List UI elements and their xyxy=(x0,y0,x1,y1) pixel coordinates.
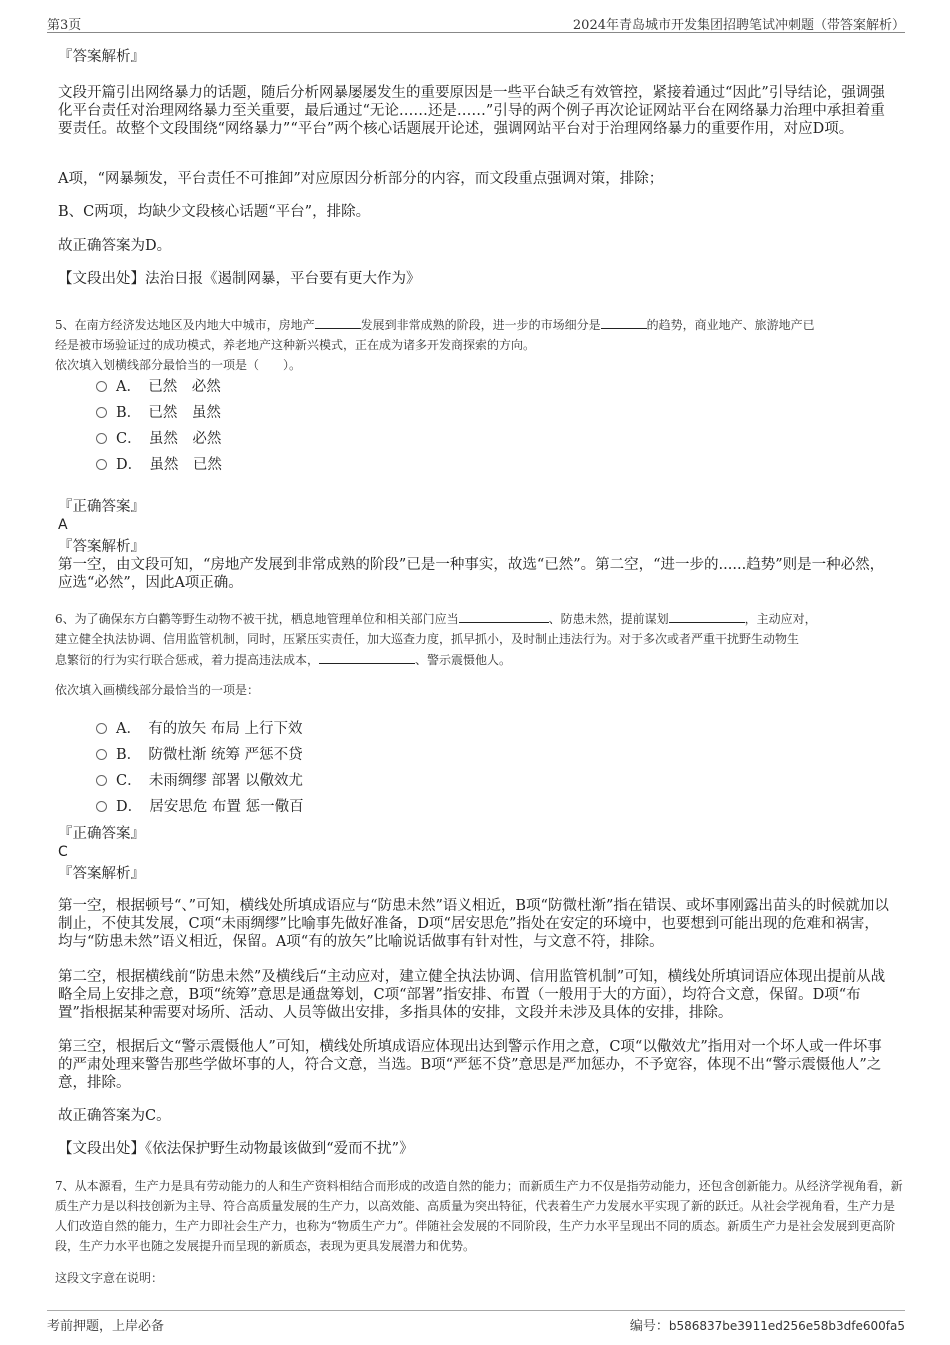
blank-line xyxy=(315,314,361,329)
document-title: 2024年青岛城市开发集团招聘笔试冲刺题（带答案解析） xyxy=(572,18,905,33)
q6-analysis-paragraph-3: 第三空，根据后文“警示震慑他人”可知，横线处所填成语应体现出达到警示作用之意，C项“以儆效尤”指用对一个坏人或一件坏事的严肃处理来警告那些学做坏事的人，符合文意，当选。B项“严惩不贷”意思是严加惩办，不予宽容，体现不出“警示震慑他人”之意，排除。 xyxy=(58,1039,882,1091)
q5-prompt: 依次填入划横线部分最恰当的一项是（ ）。 xyxy=(55,358,302,372)
q6-analysis-paragraph-4: 故正确答案为C。 xyxy=(58,1108,171,1124)
q5-stem xyxy=(55,314,905,375)
q5-option-c[interactable]: C． 虽然 必然 xyxy=(96,430,221,448)
blank-line xyxy=(459,608,549,623)
q4-analysis-paragraph-3: B、C两项，均缺少文段核心话题“平台”，排除。 xyxy=(58,204,371,220)
footer-slogan: 考前押题，上岸必备 xyxy=(47,1319,165,1334)
q5-answer: A xyxy=(58,517,68,533)
q6-answer-heading: 『正确答案』 xyxy=(58,826,145,842)
radio-icon[interactable] xyxy=(96,407,107,418)
q5-option-b[interactable]: B． 已然 虽然 xyxy=(96,404,221,422)
radio-icon[interactable] xyxy=(96,723,107,734)
q4-source: 【文段出处】法治日报《遏制网暴，平台要有更大作为》 xyxy=(58,271,421,287)
q7-stem: 7、从本源看，生产力是具有劳动能力的人和生产资料相结合而形成的改造自然的能力；而新质生产力不仅是指劳动能力，还包含创新能力。从经济学视角看，新质生产力是以科技创新为主导、符合高质量发展的生产力，以高效能、高质量为突出特征，代表着生产力发展水平实现了新的跃迁。从社会学视角看，生产力是人们改造自然的能力，生产力即社会生产力，也称为“物质生产力”。伴随社会发展的不同阶段，生产力水平呈现出不同的质态。新质生产力是社会发展到更高阶段，生产力水平也随之发展提升而呈现的新质态，表现为更具发展潜力和优势。 xyxy=(55,1179,903,1253)
blank-line xyxy=(601,314,647,329)
q4-analysis-paragraph-2: A项，“网暴频发，平台责任不可推卸”对应原因分析部分的内容，而文段重点强调对策，排除； xyxy=(58,171,664,187)
radio-icon[interactable] xyxy=(96,433,107,444)
q6-analysis-paragraph-2: 第二空，根据横线前“防患未然”及横线后“主动应对，建立健全执法协调、信用监管机制”可知，横线处所填词语应体现出提前从战略全局上安排之意，B项“统筹”意思是通盘筹划，C项“部署”指安排、布置（一般用于大的方面），均符合文意，保留。D项“布置”指根据某种需要对场所、活动、人员等做出安排，多指具体的安排，文段并未涉及具体的安排，排除。 xyxy=(58,969,886,1021)
q4-analysis-paragraph-4: 故正确答案为D。 xyxy=(58,238,172,254)
radio-icon[interactable] xyxy=(96,775,107,786)
page-footer xyxy=(47,1310,905,1333)
q4-analysis-heading: 『答案解析』 xyxy=(58,49,145,65)
q5-stem-line-1: 5、在南方经济发达地区及内地大中城市，房地产 发展到非常成熟的阶段，进一步的市场细分是 的趋势，商业地产、旅游地产已 xyxy=(55,314,905,335)
q6-stem-line-3: 息繁衍的行为实行联合惩戒，着力提高违法成本， 、警示震慑他人。 xyxy=(55,649,905,670)
q4-analysis-paragraph-1: 文段开篇引出网络暴力的话题，随后分析网暴屡屡发生的重要原因是一些平台缺乏有效管控，紧接着通过“因此”引导结论，强调强化平台责任对治理网络暴力至关重要，最后通过“无论……还是……”引导的两个例子再次论证网站平台在网络暴力治理中承担着重要责任。故整个文段围绕“网络暴力”“平台”两个核心话题展开论述，强调网站平台对于治理网络暴力的重要作用，对应D项。 xyxy=(58,85,885,137)
q5-stem-line-2: 经是被市场验证过的成功模式，养老地产这种新兴模式，正在成为诸多开发商探索的方向。 xyxy=(55,338,536,352)
q6-stem-line-1: 6、为了确保东方白鹳等野生动物不被干扰，栖息地管理单位和相关部门应当 、防患未然，提前谋划 ，主动应对， xyxy=(55,608,905,629)
q6-option-a[interactable]: A． 有的放矢 布局 上行下效 xyxy=(96,720,302,738)
page-number: 第3页 xyxy=(47,18,82,33)
q5-option-a[interactable]: A． 已然 必然 xyxy=(96,378,221,396)
q6-prompt: 依次填入画横线部分最恰当的一项是： xyxy=(55,683,260,697)
page-header xyxy=(47,12,905,33)
document-code: 编号：b586837be3911ed256e58b3dfe600fa5 xyxy=(629,1319,905,1334)
q5-answer-heading: 『正确答案』 xyxy=(58,499,145,515)
q6-option-b[interactable]: B． 防微杜渐 统筹 严惩不贷 xyxy=(96,746,303,764)
q5-option-d[interactable]: D． 虽然 已然 xyxy=(96,456,222,474)
q5-analysis: 第一空，由文段可知，“房地产发展到非常成熟的阶段”已是一种事实，故选“已然”。第二空，“进一步的......趋势”则是一种必然，应选“必然”，因此A项正确。 xyxy=(58,557,885,591)
radio-icon[interactable] xyxy=(96,459,107,470)
q6-analysis-heading: 『答案解析』 xyxy=(58,866,145,882)
radio-icon[interactable] xyxy=(96,749,107,760)
q6-stem-line-2: 建立健全执法协调、信用监管机制，同时，压紧压实责任，加大巡查力度，抓早抓小，及时制止违法行为。对于多次或者严重干扰野生动物生 xyxy=(55,632,800,646)
radio-icon[interactable] xyxy=(96,381,107,392)
radio-icon[interactable] xyxy=(96,801,107,812)
q6-answer: C xyxy=(58,844,68,860)
q6-source: 【文段出处】《依法保护野生动物最该做到“爱而不扰”》 xyxy=(58,1141,414,1157)
q6-option-d[interactable]: D． 居安思危 布置 惩一儆百 xyxy=(96,798,304,816)
q7-prompt: 这段文字意在说明： xyxy=(55,1271,164,1285)
blank-line xyxy=(669,608,745,623)
q6-stem xyxy=(55,608,905,670)
q6-option-c[interactable]: C． 未雨绸缪 部署 以儆效尤 xyxy=(96,772,303,790)
q5-analysis-heading: 『答案解析』 xyxy=(58,539,145,555)
q6-analysis-paragraph-1: 第一空，根据顿号“、”可知，横线处所填成语应与“防患未然”语义相近，B项“防微杜渐”指在错误、或坏事刚露出苗头的时候就加以制止，不使其发展，C项“未雨绸缪”比喻事先做好准备，D项“居安思危”指处在安定的环境中，也要想到可能出现的危难和祸害，均与“防患未然”语义相近，保留。A项“有的放矢”比喻说话做事有针对性，与文意不符，排除。 xyxy=(58,898,889,950)
blank-line xyxy=(319,649,415,664)
